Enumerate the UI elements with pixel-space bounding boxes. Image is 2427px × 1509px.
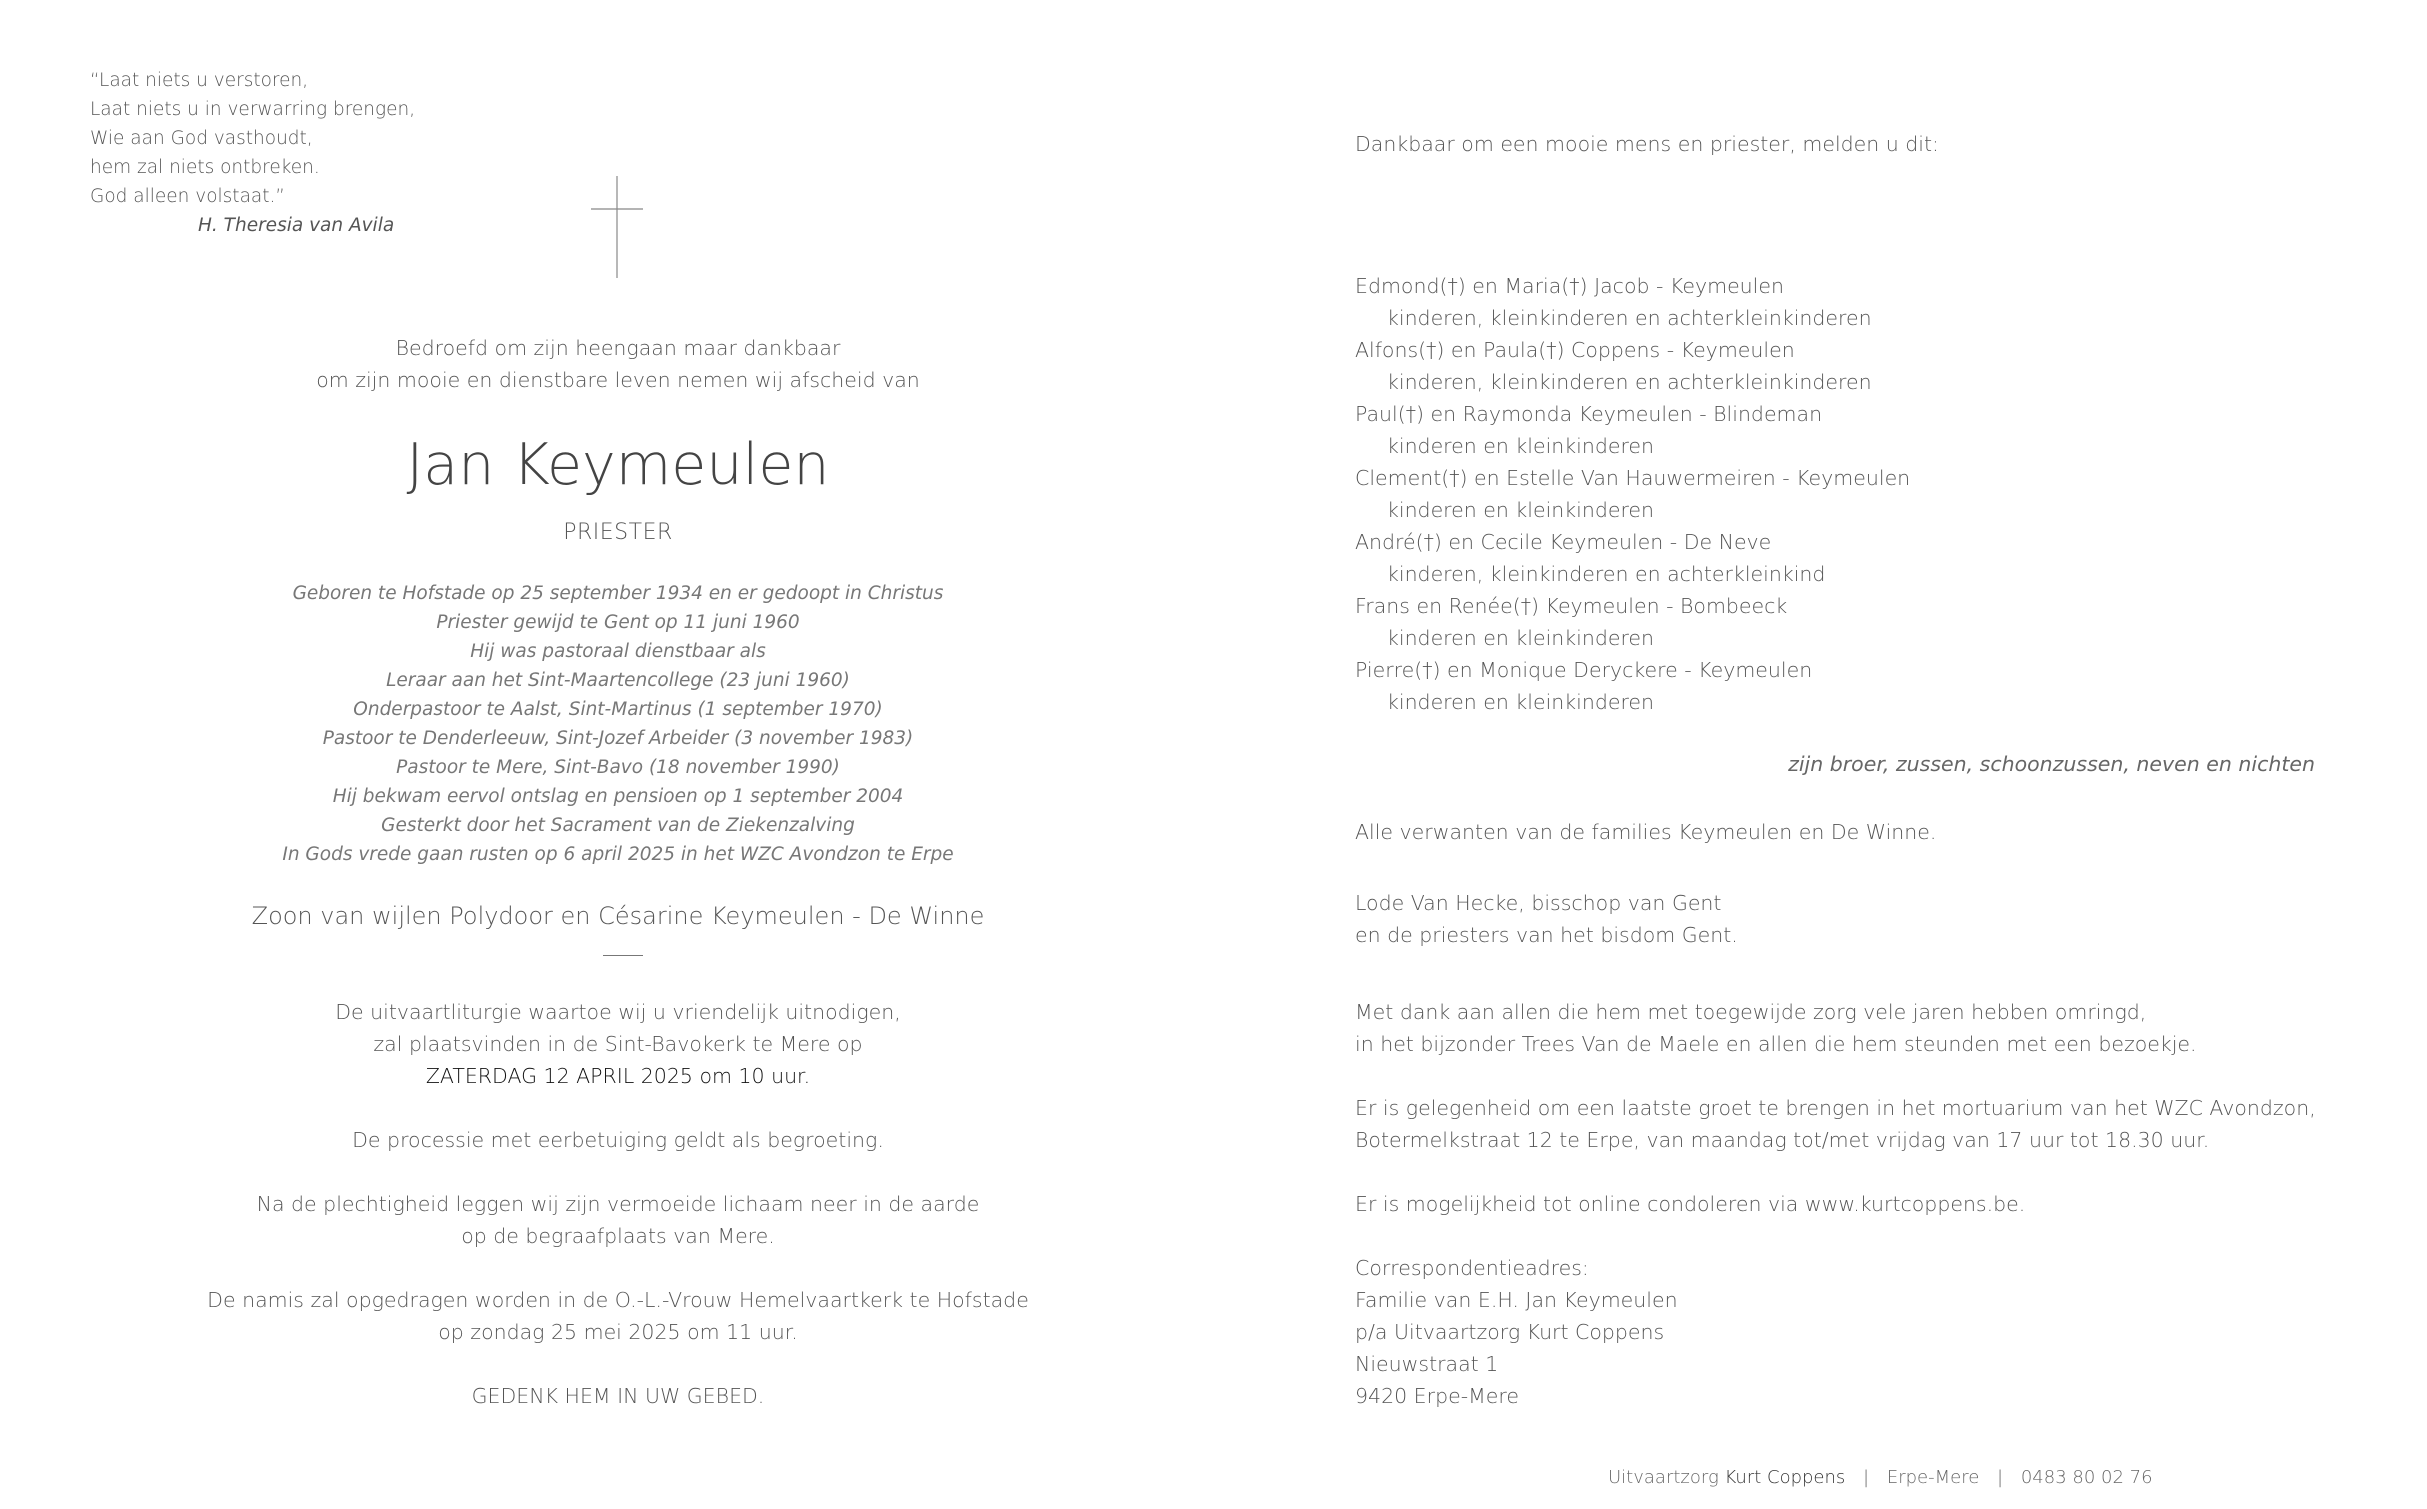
bishop-block bbox=[1355, 887, 2335, 951]
deceased-name: Jan Keymeulen bbox=[406, 432, 830, 498]
cross-icon bbox=[591, 176, 643, 278]
family-entry: Edmond(†) en Maria(†) Jacob - Keymeulen bbox=[1355, 274, 1784, 298]
burial-line: op de begraafplaats van Mere. bbox=[461, 1224, 775, 1248]
address-line: 9420 Erpe-Mere bbox=[1355, 1384, 1519, 1408]
quote-author: H. Theresia van Avila bbox=[198, 215, 395, 236]
condolence-line: Er is mogelijkheid tot online condoleren via www.kurtcoppens.be. bbox=[1355, 1192, 2026, 1216]
family-entry: Alfons(†) en Paula(†) Coppens - Keymeulen bbox=[1355, 338, 1795, 362]
family-entry-sub: kinderen, kleinkinderen en achterkleinkinderen bbox=[1387, 370, 1872, 394]
bio-line: Geboren te Hofstade op 25 september 1934 en er gedoopt in Christus bbox=[292, 583, 944, 604]
visit-line: Er is gelegenheid om een laatste groet te brengen in het mortuarium van het WZC Avondzon, bbox=[1355, 1096, 2316, 1120]
funeral-date: ZATERDAG 12 APRIL 2025 om 10 uur. bbox=[425, 1064, 811, 1088]
address-line: Familie van E.H. Jan Keymeulen bbox=[1355, 1288, 1678, 1312]
address-label: Correspondentieadres: bbox=[1355, 1256, 1589, 1280]
family-list bbox=[1355, 270, 2335, 718]
family-entry-sub: kinderen en kleinkinderen bbox=[1387, 498, 1655, 522]
closing-line: GEDENK HEM IN UW GEBED. bbox=[471, 1384, 765, 1408]
family-entry: Clement(†) en Estelle Van Hauwermeiren - Keymeulen bbox=[1355, 466, 1911, 490]
gratitude-line: in het bijzonder Trees Van de Maele en allen die hem steunden met een bezoekje. bbox=[1355, 1032, 2197, 1056]
bio-line: Leraar aan het Sint-Maartencollege (23 juni 1960) bbox=[386, 670, 850, 691]
funeral-info bbox=[150, 996, 1086, 1412]
visit-line: Botermelkstraat 12 te Erpe, van maandag tot/met vrijdag van 17 uur tot 18.30 uur. bbox=[1355, 1128, 2210, 1152]
intro-text bbox=[150, 332, 1086, 396]
footer-separator: | bbox=[1997, 1467, 2004, 1488]
family-signature: zijn broer, zussen, schoonzussen, neven en nichten bbox=[1788, 752, 2315, 776]
bio-line: Pastoor te Denderleeuw, Sint-Jozef Arbeider (3 november 1983) bbox=[322, 728, 914, 749]
funeral-line: zal plaatsvinden in de Sint-Bavokerk te Mere op bbox=[373, 1032, 863, 1056]
footer-prefix: Uitvaartzorg bbox=[1608, 1467, 1719, 1488]
bio-line: Onderpastoor te Aalst, Sint-Martinus (1 september 1970) bbox=[353, 699, 883, 720]
family-entry: André(†) en Cecile Keymeulen - De Neve bbox=[1355, 530, 1772, 554]
family-entry: Frans en Renée(†) Keymeulen - Bombeeck bbox=[1355, 594, 1788, 618]
quote-line: God alleen volstaat.” bbox=[90, 186, 285, 207]
procession-line: De processie met eerbetuiging geldt als begroeting. bbox=[352, 1128, 884, 1152]
address-line: Nieuwstraat 1 bbox=[1355, 1352, 1499, 1376]
bishop-line: en de priesters van het bisdom Gent. bbox=[1355, 923, 1738, 947]
family-entry-sub: kinderen en kleinkinderen bbox=[1387, 626, 1655, 650]
footer-brand: Kurt Coppens bbox=[1724, 1467, 1846, 1488]
divider bbox=[603, 955, 643, 956]
bio-line: Hij was pastoraal dienstbaar als bbox=[470, 641, 766, 662]
thanks-line: Dankbaar om een mooie mens en priester, melden u dit: bbox=[1355, 132, 1939, 156]
visit-block bbox=[1355, 1092, 2335, 1156]
gratitude-block bbox=[1355, 996, 2335, 1060]
footer-place: Erpe-Mere bbox=[1886, 1467, 1980, 1488]
relatives-line: Alle verwanten van de families Keymeulen en De Winne. bbox=[1355, 820, 1937, 844]
family-entry: Paul(†) en Raymonda Keymeulen - Blindeman bbox=[1355, 402, 1823, 426]
bio-line: Gesterkt door het Sacrament van de Ziekenzalving bbox=[381, 815, 855, 836]
address-block bbox=[1355, 1252, 2335, 1412]
intro-line: Bedroefd om zijn heengaan maar dankbaar bbox=[395, 336, 841, 360]
quote-line: Wie aan God vasthoudt, bbox=[90, 128, 313, 149]
burial-line: Na de plechtigheid leggen wij zijn vermoeide lichaam neer in de aarde bbox=[256, 1192, 980, 1216]
footer-separator: | bbox=[1863, 1467, 1870, 1488]
bio-line: Pastoor te Mere, Sint-Bavo (18 november 1990) bbox=[396, 757, 840, 778]
footer-phone: 0483 80 02 76 bbox=[2020, 1467, 2153, 1488]
parents-line: Zoon van wijlen Polydoor en Césarine Keymeulen - De Winne bbox=[251, 902, 985, 930]
address-line: p/a Uitvaartzorg Kurt Coppens bbox=[1355, 1320, 1665, 1344]
family-entry-sub: kinderen en kleinkinderen bbox=[1387, 690, 1655, 714]
family-entry: Pierre(†) en Monique Deryckere - Keymeulen bbox=[1355, 658, 1813, 682]
quote-line: “Laat niets u verstoren, bbox=[90, 70, 309, 91]
biography bbox=[150, 579, 1086, 869]
quote-line: hem zal niets ontbreken. bbox=[90, 157, 320, 178]
family-entry-sub: kinderen, kleinkinderen en achterkleinkinderen bbox=[1387, 306, 1872, 330]
gratitude-line: Met dank aan allen die hem met toegewijde zorg vele jaren hebben omringd, bbox=[1355, 1000, 2147, 1024]
quote-line: Laat niets u in verwarring brengen, bbox=[90, 99, 416, 120]
mass-line: op zondag 25 mei 2025 om 11 uur. bbox=[438, 1320, 798, 1344]
bio-line: In Gods vrede gaan rusten op 6 april 2025 in het WZC Avondzon te Erpe bbox=[282, 844, 954, 865]
family-entry-sub: kinderen, kleinkinderen en achterkleinkind bbox=[1387, 562, 1826, 586]
funeral-line: De uitvaartliturgie waartoe wij u vriendelijk uitnodigen, bbox=[335, 1000, 901, 1024]
bio-line: Priester gewijd te Gent op 11 juni 1960 bbox=[436, 612, 800, 633]
footer bbox=[1608, 1467, 2153, 1488]
intro-line: om zijn mooie en dienstbare leven nemen wij afscheid van bbox=[316, 368, 920, 392]
quote-block bbox=[90, 66, 415, 240]
bishop-line: Lode Van Hecke, bisschop van Gent bbox=[1355, 891, 1722, 915]
deceased-title: PRIESTER bbox=[563, 520, 673, 545]
bio-line: Hij bekwam eervol ontslag en pensioen op 1 september 2004 bbox=[332, 786, 904, 807]
mass-line: De namis zal opgedragen worden in de O.-L.-Vrouw Hemelvaartkerk te Hofstade bbox=[207, 1288, 1029, 1312]
family-entry-sub: kinderen en kleinkinderen bbox=[1387, 434, 1655, 458]
